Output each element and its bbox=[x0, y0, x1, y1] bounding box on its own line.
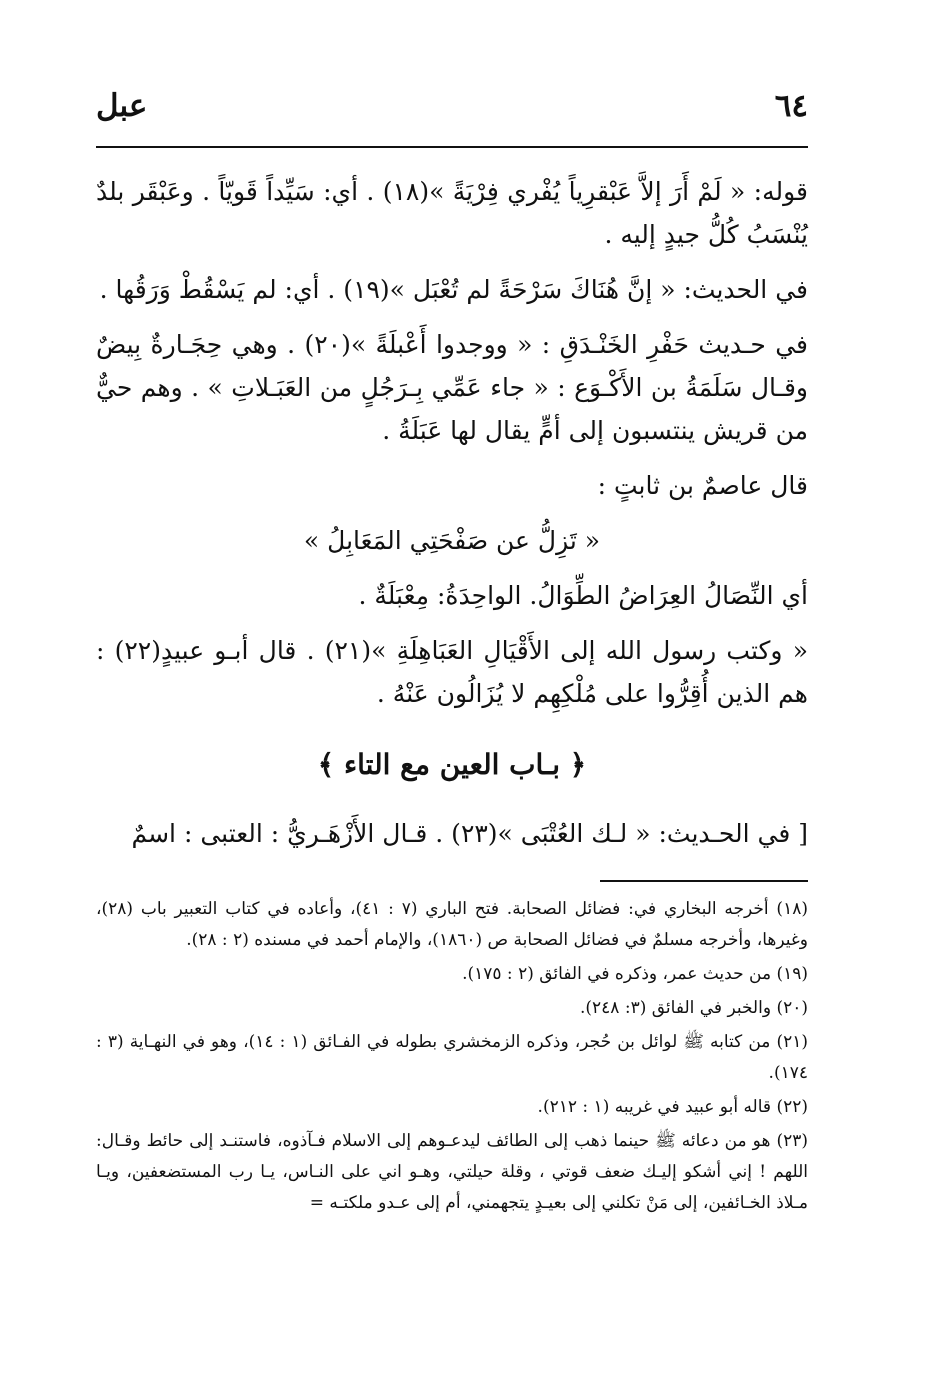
running-title: عبل bbox=[96, 88, 148, 124]
verse: « تَزِلُّ عن صَفْحَتِي المَعَابِلُ » bbox=[303, 526, 601, 555]
footnote: (١٨) أخرجه البخاري في: فضائل الصحابة. فتح الباري (٧ : ٤١)، وأعاده في كتاب التعبير باب (٢٨)، وغيرها، وأخرجه مسلمٌ في فضائل الصحابة ص (١٨٦٠)، والإمام أحمد في مسنده (٢ : ٢٨). bbox=[96, 899, 808, 950]
section-title: ﴿ بـاب العين مع التاء ﴾ bbox=[317, 748, 587, 781]
paragraph: [ في الحـديث: « لـك العُتْبَى »(٢٣) . قـال الأَزْهَـريُّ : العتبى : اسمٌ bbox=[131, 819, 808, 848]
footnote: (٢٠) والخبر في الفائق (٣: ٢٤٨). bbox=[579, 998, 808, 1018]
paragraph: « وكتب رسول الله إلى الأَقْيَالِ العَبَاهِلَةِ »(٢١) . قال أبـو عبيدٍ(٢٢) : هم الذين أُقِرُّوا على مُلْكِهِم لا يُزَالُون عَنْهُ . bbox=[96, 636, 808, 708]
main-text bbox=[96, 170, 808, 867]
paragraph: قوله: « لَمْ أَرَ إلاَّ عَبْقرِياً يُفْري فِرْيَةً »(١٨) . أي: سَيِّداً قَويّاً . وعَبْقَر بلدٌ يُنْسَبُ كُلُّ جيدٍ إليه . bbox=[96, 177, 808, 249]
footnote: (٢٢) قاله أبو عبيد في غريبه (١ : ٢١٢). bbox=[537, 1097, 808, 1117]
header-rule bbox=[96, 146, 808, 148]
footnote: (٢١) من كتابه ﷺ لوائل بن حُجر، وذكره الزمخشري بطوله في الفـائق (١ : ١٤)، وهو في النهـاية (٣ : ١٧٤). bbox=[96, 1032, 808, 1083]
footnote-rule bbox=[600, 880, 808, 882]
page-number: ٦٤ bbox=[774, 88, 808, 124]
paragraph: في حـديث حَفْرِ الخَنْـدَقِ : « ووجدوا أَعْبلَةً »(٢٠) . وهي حِجَـارةٌ بِيضٌ وقـال سَلَمَةُ بن الأَكْـوَع : « جاء عَمِّي بِـرَجُلٍ من العَبَـلاتِ » . وهم حيٌّ من قريش ينتسبون إلى أمٍّ يقال لها عَبَلَةُ . bbox=[96, 330, 808, 445]
paragraph: قال عاصمٌ بن ثابتٍ : bbox=[597, 471, 808, 500]
paragraph: أي النِّصَالُ العِرَاضُ الطِّوَالُ. الواحِدَةُ: مِعْبَلَةٌ . bbox=[358, 581, 808, 610]
footnote: (٢٣) هو من دعائه ﷺ حينما ذهب إلى الطائف ليدعـوهم إلى الاسلام فـآذوه، فاستنـد إلى حائط وقـال: اللهم ! إني أشكو إليـك ضعف قوتي ، وقلة حيلتي، وهـو اني على النـاس، يـا رب المستضعفين، ويـا مـلاذ الخـائفين، إلى مَنْ تكلني إلى بعيـدٍ يتجهمني، أم إلى عـدو ملكتـه = bbox=[96, 1131, 808, 1213]
page-header bbox=[96, 82, 808, 130]
paragraph: في الحديث: « إنَّ هُنَاكَ سَرْحَةً لم تُعْبَل »(١٩) . أي: لم يَسْقُطْ وَرَقُها . bbox=[99, 275, 808, 304]
footnote: (١٩) من حديث عمر، وذكره في الفائق (٢ : ١٧٥). bbox=[462, 964, 808, 984]
footnotes bbox=[96, 894, 808, 1222]
